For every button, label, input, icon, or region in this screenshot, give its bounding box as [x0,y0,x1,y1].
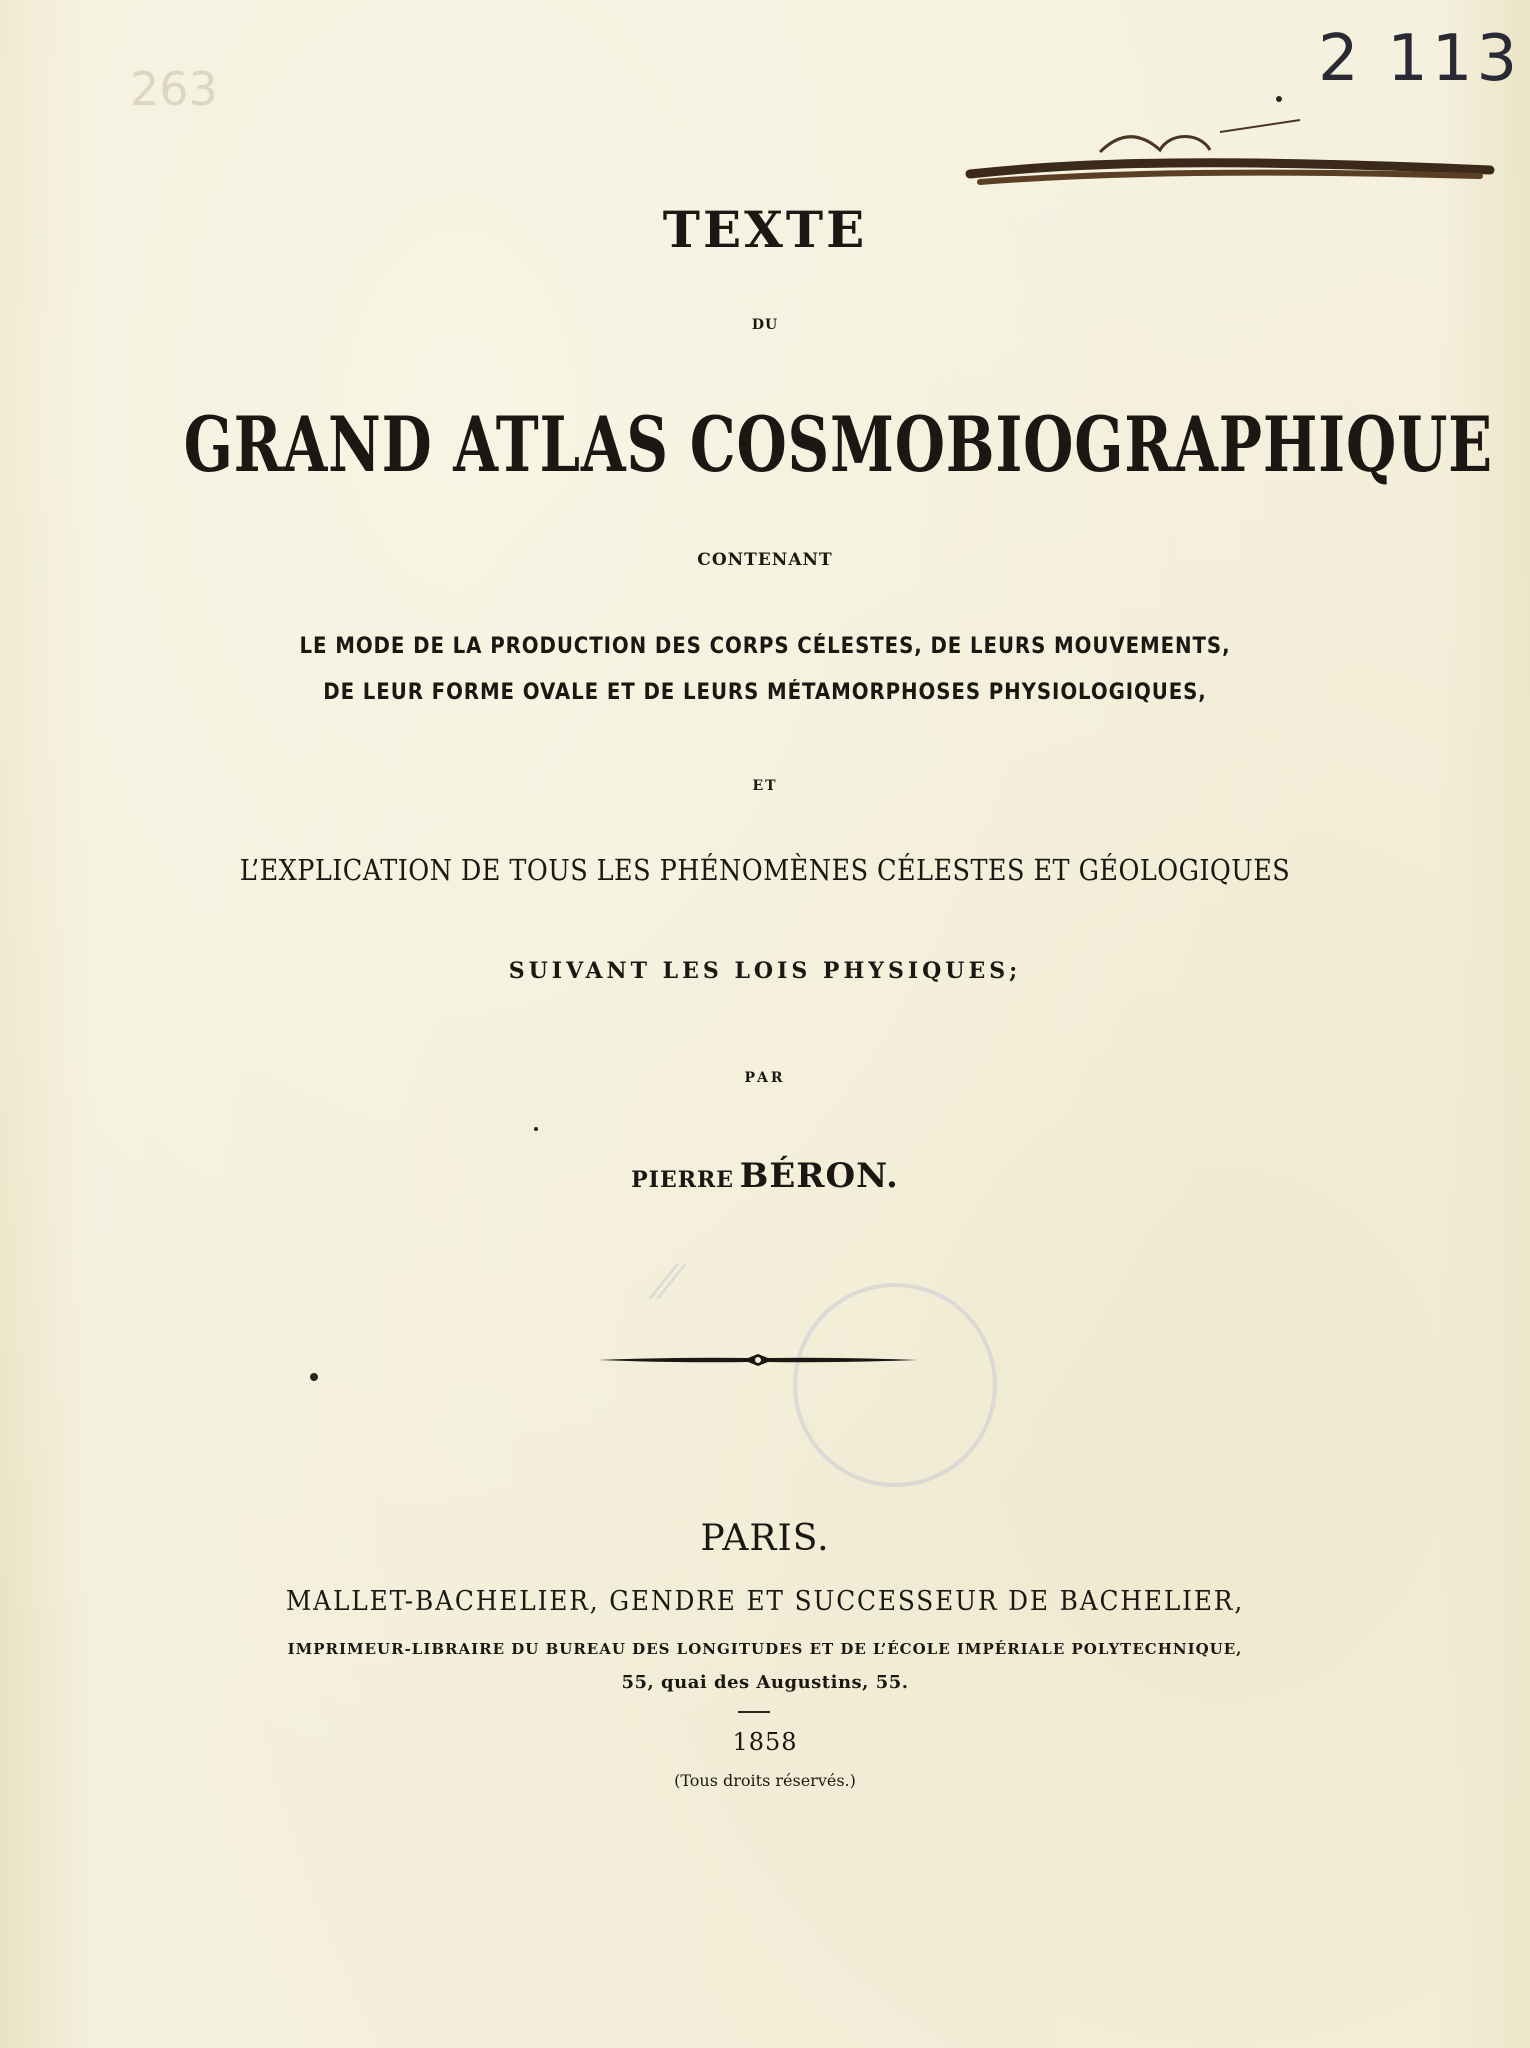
author-first-name: PIERRE [631,1167,735,1193]
imprint-printer: IMPRIMEUR-LIBRAIRE DU BUREAU DES LONGITUDES ET DE L’ÉCOLE IMPÉRIALE POLYTECHNIQUE, [287,1640,1243,1658]
imprint-publisher: MALLET-BACHELIER, GENDRE ET SUCCESSEUR DE BACHELIER, [285,1586,1245,1617]
par-label: PAR [744,1070,786,1086]
author-last-name: BÉRON. [739,1156,899,1196]
book-title: GRAND ATLAS COSMOBIOGRAPHIQUE [183,400,1493,489]
subtitle-line-1: LE MODE DE LA PRODUCTION DES CORPS CÉLESTES, DE LEURS MOUVEMENTS, [299,634,1231,659]
crossed-out-inscription [960,112,1500,192]
title-texte: TEXTE [662,200,868,259]
imprint-city: PARIS. [700,1518,830,1559]
rights-notice: (Tous droits réservés.) [674,1771,856,1790]
contenant-label: CONTENANT [697,550,833,570]
ornamental-rule [598,1350,918,1370]
subtitle-explication: L’EXPLICATION DE TOUS LES PHÉNOMÈNES CÉLESTES ET GÉOLOGIQUES [239,853,1291,887]
subtitle-suivant: SUIVANT LES LOIS PHYSIQUES; [508,958,1022,984]
handwritten-call-number: 2 113 [1318,22,1522,96]
et-label: ET [752,778,778,794]
ink-speck [534,1127,538,1131]
pencil-shelfmark: 263 [130,62,218,116]
ink-speck [1276,96,1282,102]
imprint-address: 55, quai des Augustins, 55. [621,1672,909,1693]
title-du: DU [751,317,779,333]
author-name [0,1156,1530,1196]
subtitle-line-2: DE LEUR FORME OVALE ET DE LEURS MÉTAMORPHOSES PHYSIOLOGIQUES, [323,680,1207,705]
short-rule [738,1711,770,1713]
imprint-year: 1858 [732,1728,798,1756]
library-stamp-circle [775,1270,1015,1500]
faint-library-stamp: ⁄⁄ [660,1255,676,1309]
ink-speck [310,1373,318,1381]
